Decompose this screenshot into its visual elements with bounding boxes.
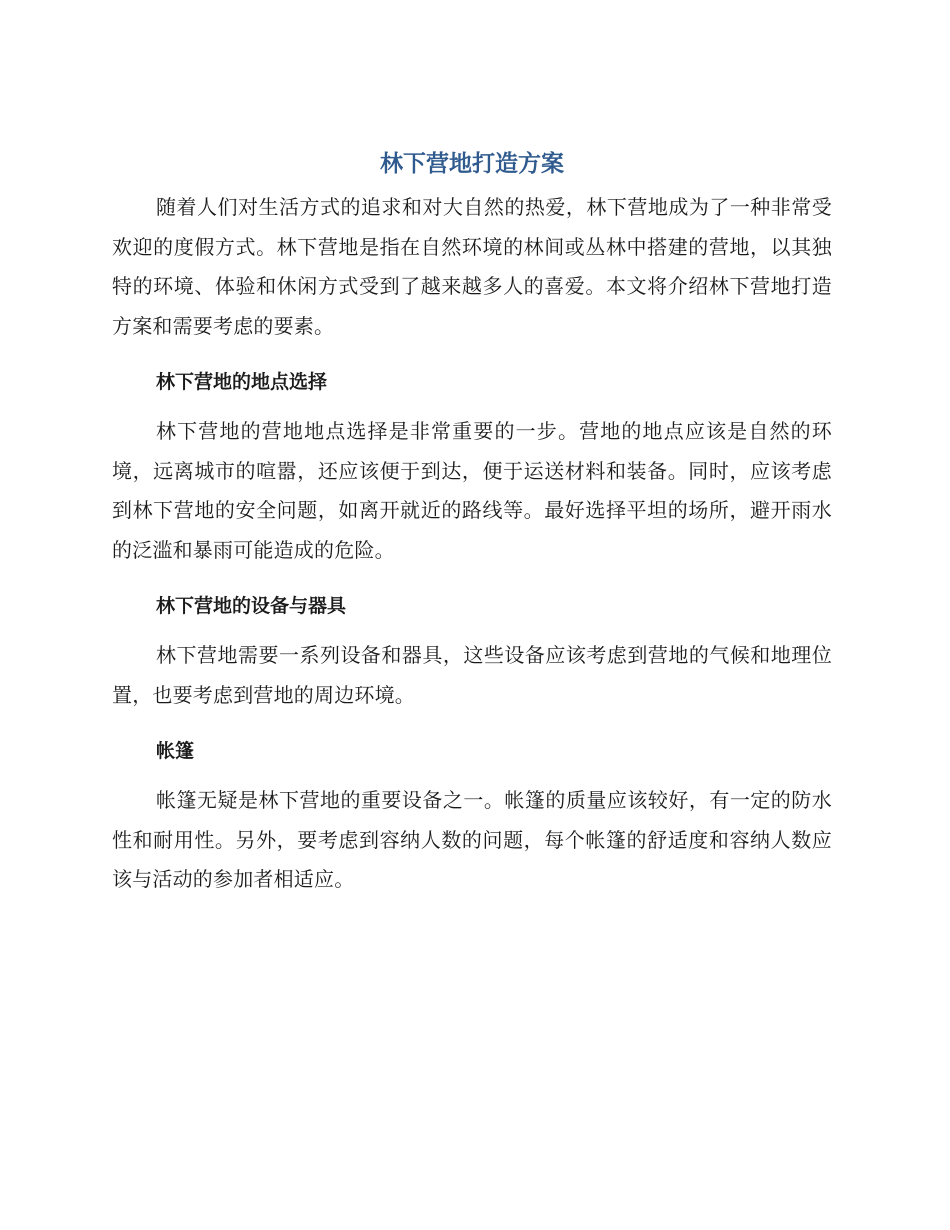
section-heading-tent: 帐篷 bbox=[156, 740, 195, 762]
section-heading-location: 林下营地的地点选择 bbox=[156, 371, 328, 393]
section-body-tent: 帐篷无疑是林下营地的重要设备之一。帐篷的质量应该较好，有一定的防水性和耐用性。另外，要考虑到容纳人数的问题，每个帐篷的舒适度和容纳人数应该与活动的参加者相适应。 bbox=[112, 788, 832, 891]
section-heading-equipment: 林下营地的设备与器具 bbox=[156, 595, 347, 617]
intro-paragraph: 随着人们对生活方式的追求和对大自然的热爱，林下营地成为了一种非常受欢迎的度假方式。林下营地是指在自然环境的林间或丛林中搭建的营地，以其独特的环境、体验和休闲方式受到了越来越多人的喜爱。本文将介绍林下营地打造方案和需要考虑的要素。 bbox=[112, 195, 832, 338]
document-title: 林下营地打造方案 bbox=[380, 151, 564, 177]
section-body-equipment: 林下营地需要一系列设备和器具，这些设备应该考虑到营地的气候和地理位置，也要考虑到营地的周边环境。 bbox=[112, 643, 832, 707]
document-page bbox=[112, 146, 832, 900]
section-body-location: 林下营地的营地地点选择是非常重要的一步。营地的地点应该是自然的环境，远离城市的喧嚣，还应该便于到达，便于运送材料和装备。同时，应该考虑到林下营地的安全问题，如离开就近的路线等。最好选择平坦的场所，避开雨水的泛滥和暴雨可能造成的危险。 bbox=[112, 419, 832, 562]
